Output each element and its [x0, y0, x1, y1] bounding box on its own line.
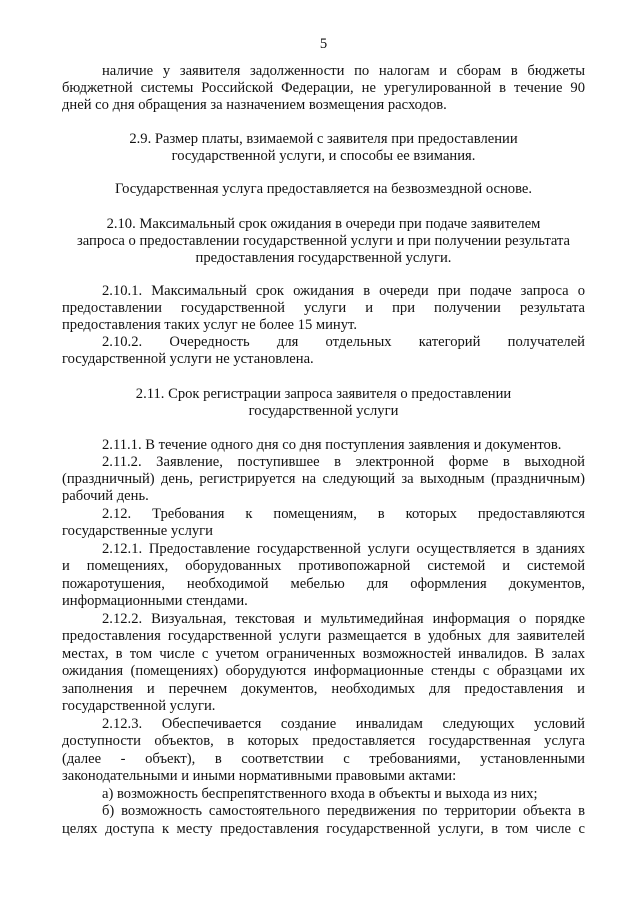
text-line: 2.11.2. Заявление, поступившее в электронной форме в выходной: [102, 454, 585, 470]
text-line: информационными стендами.: [62, 593, 248, 609]
text-line: государственные услуги: [62, 523, 213, 539]
section-heading: 2.11. Срок регистрации запроса заявителя о предоставлении: [135, 386, 512, 402]
section-heading: государственной услуги: [248, 403, 399, 419]
text-line: государственной услуги.: [62, 698, 216, 714]
text-line: 2.11.1. В течение одного дня со дня поступления заявления и документов.: [102, 437, 562, 453]
list-item: б) возможность самостоятельного передвижения по территории объекта в: [102, 803, 585, 819]
section-heading: запроса о предоставлении государственной услуги и при получении результата: [76, 233, 571, 249]
text-line: и помещениях, оборудованных противопожарной системой и системой: [62, 558, 585, 574]
section-heading: 2.9. Размер платы, взимаемой с заявителя при предоставлении: [129, 131, 518, 147]
text-line: ожидания (помещениях) оборудуются информационные стенды с образцами их: [62, 663, 585, 679]
page-number: 5: [319, 36, 328, 52]
text-line: (праздничный) день, регистрируется на следующий за выходным (праздничным): [62, 471, 585, 487]
text-line: доступности объектов, в которых предоставляется государственная услуга: [62, 733, 585, 749]
text-line: 2.10.2. Очередность для отдельных категорий получателей: [102, 334, 585, 350]
text-line: предоставлении государственной услуги и при получении результата: [62, 300, 585, 316]
text-line: рабочий день.: [62, 488, 149, 504]
text-line: дней со дня обращения за назначением возмещения расходов.: [62, 97, 447, 113]
text-line: законодательными и иными нормативными правовыми актами:: [62, 768, 457, 784]
section-heading: 2.10. Максимальный срок ожидания в очереди при подаче заявителем: [106, 216, 541, 232]
text-line: предоставления таких услуг не более 15 минут.: [62, 317, 357, 333]
text-line: целях доступа к месту предоставления государственной услуги, в том числе с: [62, 821, 585, 837]
text-line: (далее - объект), в соответствии с требованиями, установленными: [62, 751, 585, 767]
section-heading: государственной услуги, и способы ее взимания.: [171, 148, 476, 164]
text-line: наличие у заявителя задолженности по налогам и сборам в бюджеты: [102, 63, 585, 79]
text-line: местах, в том числе с учетом ограниченных возможностей инвалидов. В залах: [62, 646, 585, 662]
text-line: 2.12.1. Предоставление государственной услуги осуществляется в зданиях: [102, 541, 585, 557]
text-line: предоставления государственной услуги размещается в удобных для заявителей: [62, 628, 585, 644]
text-line: бюджетной системы Российской Федерации, не урегулированной в течение 90: [62, 80, 585, 96]
text-line: государственной услуги не установлена.: [62, 351, 314, 367]
text-line: пожаротушения, необходимой мебелью для оформления документов,: [62, 576, 585, 592]
text-line: 2.12.3. Обеспечивается создание инвалидам следующих условий: [102, 716, 585, 732]
section-heading: предоставления государственной услуги.: [195, 250, 452, 266]
text-line: 2.10.1. Максимальный срок ожидания в очереди при подаче запроса о: [102, 283, 585, 299]
list-item: а) возможность беспрепятственного входа в объекты и выхода из них;: [102, 786, 538, 802]
text-line: 2.12. Требования к помещениям, в которых предоставляются: [102, 506, 585, 522]
text-line: 2.12.2. Визуальная, текстовая и мультимедийная информация о порядке: [102, 611, 585, 627]
text-line: Государственная услуга предоставляется на безвозмездной основе.: [114, 181, 533, 197]
text-line: заполнения и перечнем документов, необходимых для предоставления и: [62, 681, 585, 697]
